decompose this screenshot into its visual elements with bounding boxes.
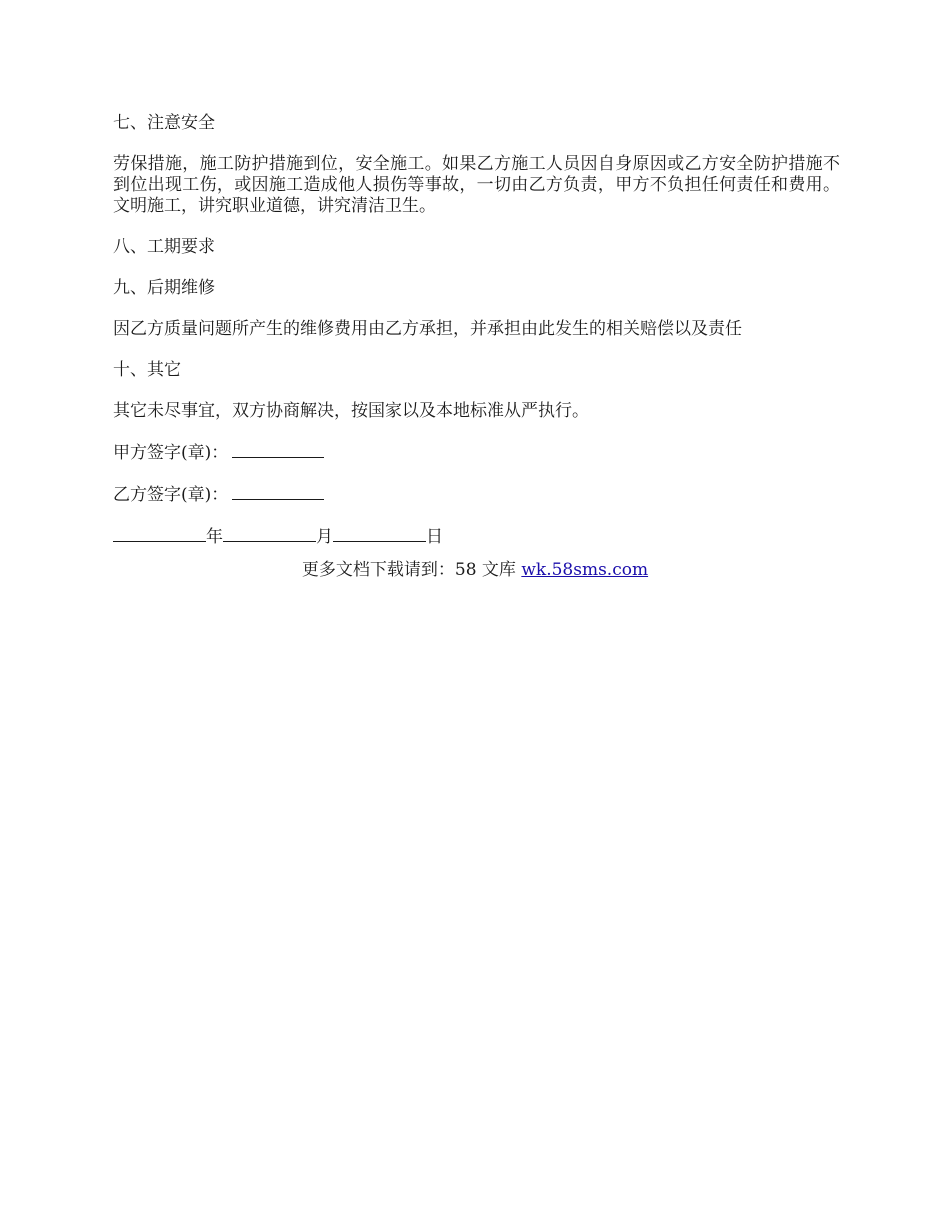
document-page: [113, 113, 840, 568]
month-blank: [223, 526, 316, 542]
footer-download-note: [0, 560, 950, 581]
party-b-signature-label: 乙方签字(章)：: [113, 485, 229, 505]
section-body-other: 其它未尽事宜，双方协商解决，按国家以及本地标准从严执行。: [113, 401, 589, 421]
month-label: 月: [316, 527, 333, 547]
date-line: [113, 526, 840, 548]
party-a-signature-blank: [232, 442, 324, 458]
section-heading-maintenance: 九、后期维修: [113, 278, 215, 298]
day-label: 日: [426, 527, 443, 547]
section-heading-other: 十、其它: [113, 360, 181, 380]
day-blank: [333, 526, 426, 542]
section-body-maintenance: 因乙方质量问题所产生的维修费用由乙方承担，并承担由此发生的相关赔偿以及责任: [113, 319, 742, 339]
party-b-signature-blank: [232, 484, 324, 500]
footer-site-link[interactable]: wk.58sms.com: [521, 560, 649, 580]
section-heading-safety: 七、注意安全: [113, 113, 215, 133]
party-b-signature-line: [113, 484, 840, 506]
section-body-safety: 劳保措施，施工防护措施到位，安全施工。如果乙方施工人员因自身原因或乙方安全防护措施不到位出现工伤，或因施工造成他人损伤等事故，一切由乙方负责，甲方不负担任何责任和费用。文明施工，讲究职业道德，讲究清洁卫生。: [113, 154, 840, 216]
year-label: 年: [206, 527, 223, 547]
party-a-signature-line: [113, 442, 840, 464]
footer-prefix: 更多文档下载请到：58 文库: [301, 560, 522, 580]
year-blank: [113, 526, 206, 542]
section-heading-schedule: 八、工期要求: [113, 237, 215, 257]
party-a-signature-label: 甲方签字(章)：: [113, 443, 229, 463]
